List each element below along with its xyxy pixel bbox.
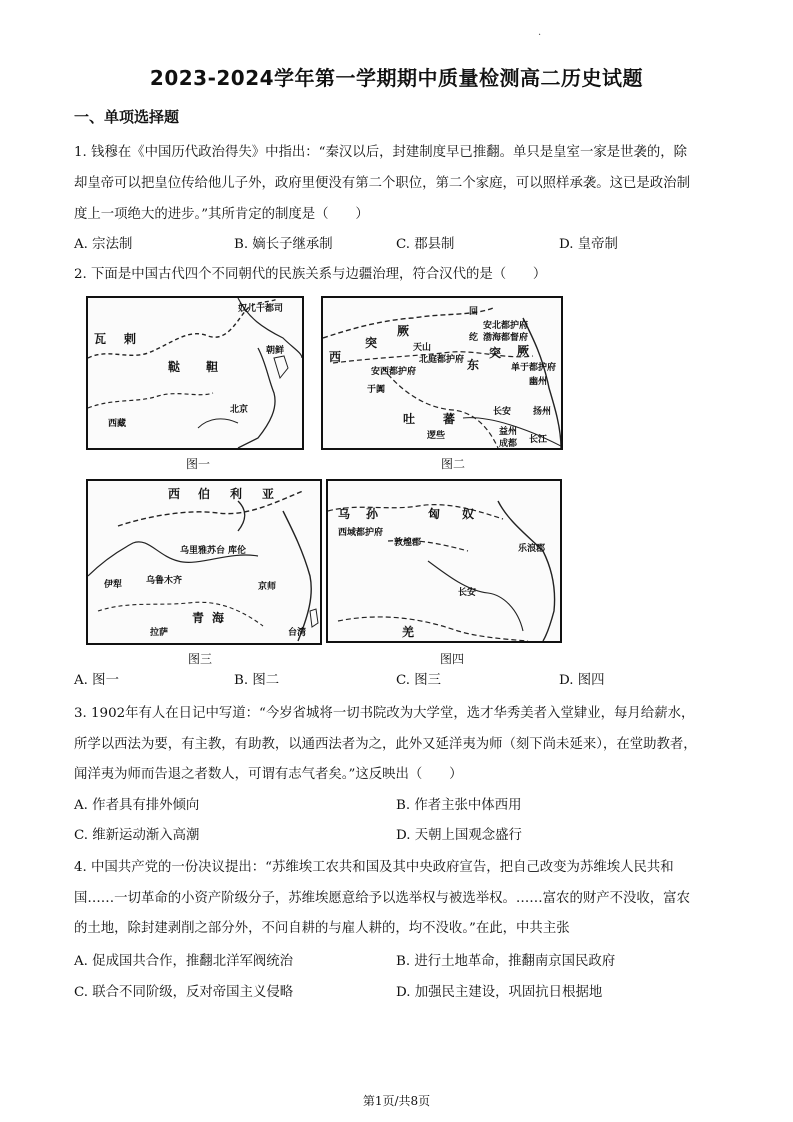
map-2-label-tu3: 吐 [403, 412, 422, 426]
map-3-label-bo: 伯 [198, 487, 217, 501]
q1-option-d[interactable]: D. 皇帝制 [559, 237, 618, 252]
map-3-label-uliastai: 乌里雅苏台 [180, 546, 226, 556]
map-2-label-bohai: 渤海都督府 [483, 333, 529, 343]
q4-option-d[interactable]: D. 加强民主建设，巩固抗日根据地 [396, 985, 603, 1000]
map-2-label-tu2: 突 [489, 346, 508, 360]
map-4-label-lelang: 乐浪郡 [518, 544, 546, 554]
map-4-label-xiong: 匈 [428, 507, 447, 521]
map-2-label-dong: 东 [467, 358, 486, 372]
map-2-label-yangzhou: 扬州 [533, 407, 552, 417]
q4-line-1: 4. 中国共产党的一份决议提出：“苏维埃工农共和国及其中央政府宣告，把自己改变为苏维埃人民共和 [74, 860, 674, 875]
map-4-label-changan: 长安 [458, 588, 477, 598]
q4-option-c[interactable]: C. 联合不同阶级，反对帝国主义侵略 [74, 985, 294, 1000]
q1-line-1: 1. 钱穆在《中国历代政治得失》中指出：“秦汉以后，封建制度早已推翻。单只是皇室一家是世袭的，除 [74, 145, 688, 160]
map-3-label-xi: 西 [168, 487, 187, 501]
map-3-label-urumqi: 乌鲁木齐 [146, 576, 183, 586]
q4-option-a[interactable]: A. 促成国共合作，推翻北洋军阀统治 [74, 954, 294, 969]
q1-line-3: 度上一项绝大的进步。”其所肯定的制度是（ ） [74, 207, 369, 222]
q2-option-c[interactable]: C. 图三 [396, 673, 442, 688]
q2-line-1: 2. 下面是中国古代四个不同朝代的民族关系与边疆治理，符合汉代的是（ ） [74, 267, 547, 282]
map-2-label-anbei: 安北都护府 [483, 321, 529, 331]
map-1-label-la: 剌 [124, 332, 143, 346]
map-4-label-dunhuang: 敦煌郡 [394, 538, 422, 548]
map-2-label-yizhou: 益州 [499, 427, 518, 437]
map-figure-4 [326, 479, 562, 643]
map-4-label-xiyu: 西域都护府 [338, 528, 384, 538]
q3-line-1: 3. 1902年有人在日记中写道：“今岁省城将一切书院改为大学堂，选才华秀美者入堂肄业，每月给薪水， [74, 706, 695, 721]
map-2-label-tu: 突 [365, 336, 384, 350]
map-4-label-qiang: 羌 [402, 625, 421, 639]
map-2-label-jue2: 厥 [517, 344, 536, 358]
map-2-label-xi: 西 [329, 350, 348, 364]
q3-option-d[interactable]: D. 天朝上国观念盛行 [396, 828, 522, 843]
q3-option-c[interactable]: C. 维新运动渐入高潮 [74, 828, 200, 843]
map-4-label-wu: 乌 [338, 507, 357, 521]
map-2-label-youzhou: 幽州 [529, 377, 548, 387]
map-3-caption: 图三 [188, 652, 213, 666]
q1-line-2: 却皇帝可以把皇位传给他儿子外，政府里便没有第二个职位，第二个家庭，可以照样承袭。这已是政治制 [74, 176, 690, 191]
q4-line-3: 的土地，除封建剥削之部分外，不问自耕的与雇人耕的，均不没收。”在此，中共主张 [74, 921, 570, 936]
map-figure-1 [86, 296, 304, 450]
page-footer: 第1页/共8页 [362, 1094, 431, 1108]
map-3-label-hai: 海 [212, 611, 231, 625]
map-1-label-beijing: 北京 [230, 405, 249, 415]
map-3-label-li: 利 [230, 487, 249, 501]
q3-option-a[interactable]: A. 作者具有排外倾向 [74, 798, 200, 813]
map-1-label-tibet: 西藏 [108, 419, 127, 429]
q2-option-a[interactable]: A. 图一 [74, 673, 119, 688]
map-2-label-bo: 蕃 [443, 412, 462, 426]
q1-option-c[interactable]: C. 郡县制 [396, 237, 455, 252]
map-2-label-he: 纥 [469, 333, 479, 343]
map-figure-3 [86, 479, 322, 645]
map-3-label-ya: 亚 [262, 487, 281, 501]
map-2-caption: 图二 [441, 457, 466, 471]
map-2-label-anxi: 安西都护府 [371, 367, 417, 377]
map-3-label-yili: 伊犁 [104, 580, 123, 590]
q1-option-b[interactable]: B. 嫡长子继承制 [234, 237, 333, 252]
corner-mark: · [538, 30, 542, 41]
map-3-label-kulun: 库伦 [228, 546, 247, 556]
map-3-label-taiwan: 台湾 [288, 628, 307, 638]
q1-option-a[interactable]: A. 宗法制 [74, 237, 133, 252]
map-4-label-nu: 奴 [462, 507, 481, 521]
map-2-label-tianshan: 天山 [413, 343, 432, 353]
map-3-label-qing: 青 [192, 611, 211, 625]
map-1-label-nurgan: 奴儿干都司 [238, 304, 284, 314]
map-2-label-chanyu: 单于都护府 [511, 363, 557, 373]
map-1-label-dan: 靼 [206, 360, 225, 374]
map-1-caption: 图一 [186, 457, 211, 471]
map-2-label-yutian: 于阗 [367, 385, 386, 395]
map-2-label-jue: 厥 [397, 324, 416, 338]
map-4-label-sun: 孙 [366, 507, 385, 521]
map-1-label-korea: 朝鲜 [266, 346, 285, 356]
q4-line-2: 国……一切革命的小资产阶级分子，苏维埃愿意给予以选举权与被选举权。……富农的财产不没收，富农 [74, 891, 690, 906]
q2-option-b[interactable]: B. 图二 [234, 673, 280, 688]
map-2-label-changan: 长安 [493, 407, 512, 417]
q2-option-d[interactable]: D. 图四 [559, 673, 605, 688]
q3-line-2: 所学以西法为要，有主教，有助教，以通西法者为之，此外又延洋夷为师（刻下尚未延来），在堂助教者， [74, 737, 697, 752]
map-2-label-beiting: 北庭都护府 [419, 355, 465, 365]
map-2-label-changjiang: 长江 [529, 435, 548, 445]
q4-option-b[interactable]: B. 进行土地革命，推翻南京国民政府 [396, 954, 616, 969]
q3-line-3: 闻洋夷为师而告退之者数人，可谓有志气者矣。”这反映出（ ） [74, 767, 463, 782]
section-title: 一、单项选择题 [74, 108, 180, 126]
map-3-label-jingshi: 京师 [258, 582, 277, 592]
map-2-label-luoxie: 逻些 [427, 431, 446, 441]
map-2-label-hui: 回 [469, 307, 479, 317]
map-3-label-lasa: 拉萨 [150, 628, 169, 638]
map-1-label-wa: 瓦 [94, 332, 113, 346]
map-figure-2 [321, 296, 563, 450]
q3-option-b[interactable]: B. 作者主张中体西用 [396, 798, 522, 813]
map-4-caption: 图四 [440, 652, 465, 666]
page-title: 2023-2024学年第一学期期中质量检测高二历史试题 [149, 66, 644, 90]
map-2-label-chengdu: 成都 [499, 439, 518, 449]
map-1-label-da: 鞑 [168, 360, 187, 374]
